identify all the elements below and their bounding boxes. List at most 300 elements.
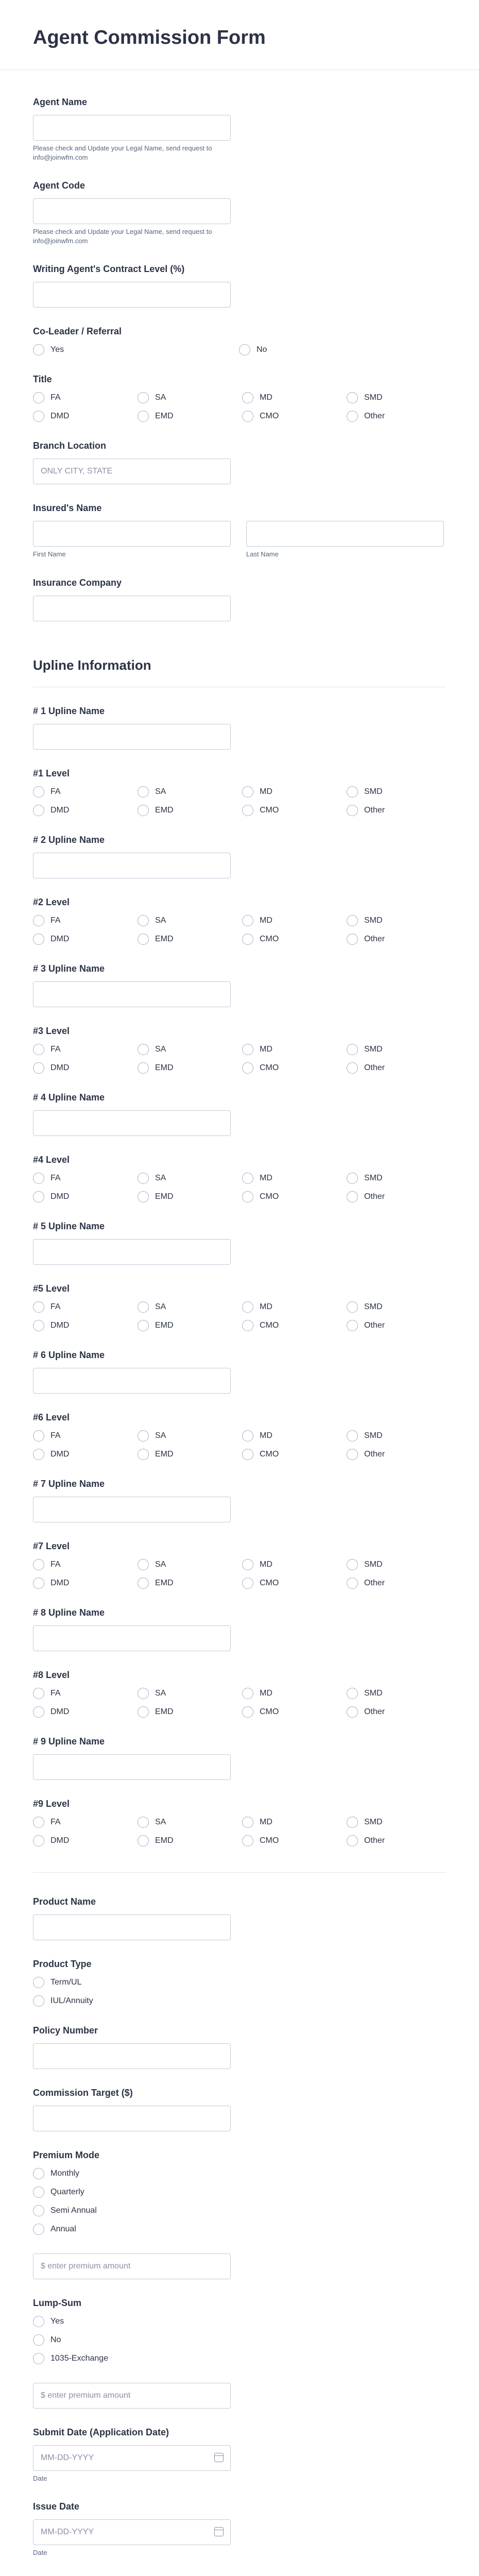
upline-7-level-option-md[interactable]	[242, 1559, 347, 1570]
radio-circle-icon[interactable]	[242, 1062, 253, 1074]
agent-name-input[interactable]	[33, 115, 231, 141]
radio-circle-icon[interactable]	[242, 1706, 253, 1718]
radio-circle-icon[interactable]	[347, 915, 358, 926]
product-type-option-iul-annuity[interactable]	[33, 1995, 446, 2007]
radio-circle-icon[interactable]	[242, 1688, 253, 1699]
option-label: MD	[260, 1044, 272, 1054]
radio-circle-icon[interactable]	[347, 1320, 358, 1331]
title-option-smd[interactable]	[347, 392, 451, 403]
upline-9-level-option-sa[interactable]	[138, 1817, 242, 1828]
radio-circle-icon[interactable]	[138, 934, 149, 945]
title-option-emd[interactable]	[138, 411, 242, 422]
upline-9-level-option-fa[interactable]	[33, 1817, 138, 1828]
radio-circle-icon[interactable]	[138, 411, 149, 422]
upline-list	[33, 687, 446, 1846]
branch-field	[33, 422, 446, 484]
contract-level-label: Writing Agent's Contract Level (%)	[33, 264, 185, 275]
option-label: EMD	[155, 1707, 174, 1716]
lump-sum-option-no[interactable]	[33, 2334, 446, 2346]
radio-circle-icon[interactable]	[138, 1706, 149, 1718]
upline-2-level-option-fa[interactable]	[33, 915, 138, 926]
upline-8-level-option-dmd[interactable]	[33, 1706, 138, 1718]
radio-circle-icon[interactable]	[33, 1995, 44, 2007]
upline-8-level-option-smd[interactable]	[347, 1688, 451, 1699]
radio-circle-icon[interactable]	[138, 1817, 149, 1828]
upline-8-level-option-emd[interactable]	[138, 1706, 242, 1718]
upline-4-level-option-smd[interactable]	[347, 1173, 451, 1184]
option-label: Semi Annual	[50, 2206, 97, 2215]
radio-circle-icon[interactable]	[347, 1449, 358, 1460]
upline-1-level-option-dmd[interactable]	[33, 805, 138, 816]
option-label: DMD	[50, 1449, 70, 1459]
option-label: MD	[260, 1173, 272, 1182]
upline-1-level-option-sa[interactable]	[138, 786, 242, 798]
upline-7-level-option-sa[interactable]	[138, 1559, 242, 1570]
insurance-company-label: Insurance Company	[33, 577, 122, 588]
option-label: Annual	[50, 2224, 76, 2233]
upline-3-level-option-md[interactable]	[242, 1044, 347, 1055]
radio-circle-icon[interactable]	[347, 411, 358, 422]
radio-circle-icon[interactable]	[33, 1817, 44, 1828]
option-label: SA	[155, 1560, 166, 1569]
upline-8-level-option-sa[interactable]	[138, 1688, 242, 1699]
radio-circle-icon[interactable]	[242, 1817, 253, 1828]
upline-3-level-label: #3 Level	[33, 1025, 70, 1036]
title-option-fa[interactable]	[33, 392, 138, 403]
radio-circle-icon[interactable]	[138, 1449, 149, 1460]
upline-9-name-field	[33, 1718, 446, 1780]
radio-circle-icon[interactable]	[33, 2334, 44, 2346]
title-field	[33, 355, 446, 422]
upline-8-level-field	[33, 1651, 446, 1718]
option-label: No	[50, 2335, 61, 2344]
radio-circle-icon[interactable]	[242, 1320, 253, 1331]
upline-4-level-option-sa[interactable]	[138, 1173, 242, 1184]
upline-1-level-option-other[interactable]	[347, 805, 451, 816]
policy-number-field	[33, 2007, 446, 2069]
radio-circle-icon[interactable]	[33, 1706, 44, 1718]
upline-1-level-option-md[interactable]	[242, 786, 347, 798]
radio-circle-icon[interactable]	[138, 1688, 149, 1699]
upline-6-level-option-cmo[interactable]	[242, 1449, 347, 1460]
option-label: SMD	[364, 1173, 383, 1182]
radio-circle-icon[interactable]	[347, 1301, 358, 1313]
radio-circle-icon[interactable]	[33, 915, 44, 926]
upline-9-level-label: #9 Level	[33, 1798, 70, 1809]
option-label: FA	[50, 393, 61, 402]
radio-circle-icon[interactable]	[239, 344, 250, 355]
option-label: DMD	[50, 412, 70, 421]
upline-9-level-option-dmd[interactable]	[33, 1835, 138, 1846]
radio-circle-icon[interactable]	[242, 786, 253, 798]
radio-circle-icon[interactable]	[347, 1835, 358, 1846]
title-option-other[interactable]	[347, 411, 451, 422]
issue-date-input[interactable]	[33, 2519, 231, 2545]
upline-3-level-option-cmo[interactable]	[242, 1062, 347, 1074]
radio-circle-icon[interactable]	[33, 2168, 44, 2179]
radio-circle-icon[interactable]	[33, 1044, 44, 1055]
upline-6-level-option-other[interactable]	[347, 1449, 451, 1460]
radio-circle-icon[interactable]	[33, 1320, 44, 1331]
radio-circle-icon[interactable]	[242, 1173, 253, 1184]
option-label: DMD	[50, 805, 70, 815]
premium-mode-option-quarterly[interactable]	[33, 2187, 446, 2198]
option-label: CMO	[260, 1320, 279, 1330]
upline-4-level-option-fa[interactable]	[33, 1173, 138, 1184]
radio-circle-icon[interactable]	[138, 1301, 149, 1313]
radio-circle-icon[interactable]	[347, 1817, 358, 1828]
insured-name-parts	[33, 521, 446, 559]
co-leader-option-no[interactable]	[239, 344, 445, 355]
upline-8-name-field	[33, 1589, 446, 1651]
lump-amount-input[interactable]	[33, 2383, 231, 2409]
radio-circle-icon[interactable]	[33, 1062, 44, 1074]
radio-circle-icon[interactable]	[33, 2224, 44, 2235]
option-label: MD	[260, 1302, 272, 1311]
option-label: SA	[155, 916, 166, 925]
upline-3-level-option-dmd[interactable]	[33, 1062, 138, 1074]
option-label: DMD	[50, 934, 70, 943]
upline-3-level-option-emd[interactable]	[138, 1062, 242, 1074]
option-label: EMD	[155, 412, 174, 421]
upline-6-level-option-fa[interactable]	[33, 1430, 138, 1442]
option-label: EMD	[155, 1320, 174, 1330]
radio-circle-icon[interactable]	[242, 915, 253, 926]
premium-mode-option-monthly[interactable]	[33, 2168, 446, 2179]
radio-circle-icon[interactable]	[33, 1688, 44, 1699]
upline-9-level-option-other[interactable]	[347, 1835, 451, 1846]
upline-5-level-option-smd[interactable]	[347, 1301, 451, 1313]
lump-sum-option-yes[interactable]	[33, 2316, 446, 2327]
upline-1-name-label: # 1 Upline Name	[33, 705, 105, 716]
upline-8-level-option-md[interactable]	[242, 1688, 347, 1699]
option-label: SMD	[364, 916, 383, 925]
contract-level-input[interactable]	[33, 282, 231, 308]
upline-1-level-field	[33, 750, 446, 816]
product-type-option-term-ul[interactable]	[33, 1977, 446, 1988]
radio-circle-icon[interactable]	[138, 1173, 149, 1184]
option-label: FA	[50, 916, 61, 925]
upline-2-level-option-sa[interactable]	[138, 915, 242, 926]
radio-circle-icon[interactable]	[33, 2187, 44, 2198]
upline-1-level-option-fa[interactable]	[33, 786, 138, 798]
agent-name-field	[33, 78, 446, 162]
calendar-icon[interactable]	[214, 2453, 224, 2462]
insurance-company-input[interactable]	[33, 596, 231, 621]
radio-circle-icon[interactable]	[242, 1835, 253, 1846]
upline-5-name-input[interactable]	[33, 1239, 231, 1265]
upline-7-level-option-cmo[interactable]	[242, 1578, 347, 1589]
upline-7-name-label: # 7 Upline Name	[33, 1478, 105, 1489]
option-label: MD	[260, 916, 272, 925]
upline-1-level-label: #1 Level	[33, 768, 70, 778]
upline-2-level-option-smd[interactable]	[347, 915, 451, 926]
radio-circle-icon[interactable]	[138, 1191, 149, 1202]
option-label: FA	[50, 787, 61, 796]
upline-3-level-option-smd[interactable]	[347, 1044, 451, 1055]
lump-sum-label: Lump-Sum	[33, 2297, 81, 2308]
product-name-field	[33, 1878, 446, 1940]
insured-first-name-input[interactable]	[33, 521, 231, 547]
upline-2-level-option-md[interactable]	[242, 915, 347, 926]
option-label: DMD	[50, 1707, 70, 1716]
issue-date-sublabel: Date	[33, 2549, 47, 2557]
lump-sum-option-1035-exchange[interactable]	[33, 2353, 446, 2364]
option-label: 1035-Exchange	[50, 2353, 109, 2363]
option-label: DMD	[50, 1063, 70, 1072]
upline-4-level-field	[33, 1136, 446, 1202]
form-header	[0, 0, 479, 70]
radio-circle-icon[interactable]	[242, 1578, 253, 1589]
upline-4-level-option-cmo[interactable]	[242, 1191, 347, 1202]
co-leader-option-yes[interactable]	[33, 344, 239, 355]
option-label: Quarterly	[50, 2187, 84, 2196]
upline-6-level-option-dmd[interactable]	[33, 1449, 138, 1460]
policy-number-input[interactable]	[33, 2043, 231, 2069]
radio-circle-icon[interactable]	[33, 411, 44, 422]
upline-4-name-input[interactable]	[33, 1110, 231, 1136]
upline-1-level-option-cmo[interactable]	[242, 805, 347, 816]
premium-amount-input[interactable]	[33, 2253, 231, 2279]
radio-circle-icon[interactable]	[347, 786, 358, 798]
radio-circle-icon[interactable]	[242, 934, 253, 945]
upline-6-level-option-md[interactable]	[242, 1430, 347, 1442]
upline-8-level-option-fa[interactable]	[33, 1688, 138, 1699]
upline-3-level-option-fa[interactable]	[33, 1044, 138, 1055]
radio-circle-icon[interactable]	[242, 392, 253, 403]
option-label: MD	[260, 1431, 272, 1440]
option-label: FA	[50, 1044, 61, 1054]
upline-9-level-field	[33, 1780, 446, 1846]
radio-circle-icon[interactable]	[242, 1301, 253, 1313]
premium-mode-option-annual[interactable]	[33, 2224, 446, 2235]
insured-first-name-part	[33, 521, 231, 559]
upline-2-level-option-emd[interactable]	[138, 934, 242, 945]
upline-7-level-option-fa[interactable]	[33, 1559, 138, 1570]
option-label: Other	[364, 412, 385, 421]
radio-circle-icon[interactable]	[347, 1559, 358, 1570]
premium-mode-options	[33, 2168, 446, 2235]
radio-circle-icon[interactable]	[242, 411, 253, 422]
premium-mode-option-semi-annual[interactable]	[33, 2205, 446, 2216]
radio-circle-icon[interactable]	[347, 805, 358, 816]
upline-1-name-input[interactable]	[33, 724, 231, 750]
upline-6-level-option-emd[interactable]	[138, 1449, 242, 1460]
option-label: Other	[364, 934, 385, 943]
radio-circle-icon[interactable]	[242, 1430, 253, 1442]
upline-5-level-option-other[interactable]	[347, 1320, 451, 1331]
upline-4-level-option-md[interactable]	[242, 1173, 347, 1184]
upline-8-level-option-other[interactable]	[347, 1706, 451, 1718]
radio-circle-icon[interactable]	[138, 786, 149, 798]
option-label: MD	[260, 1688, 272, 1698]
upline-9-name-input[interactable]	[33, 1754, 231, 1780]
radio-circle-icon[interactable]	[242, 1559, 253, 1570]
option-label: SA	[155, 1044, 166, 1054]
radio-circle-icon[interactable]	[242, 805, 253, 816]
option-label: Term/UL	[50, 1977, 82, 1987]
option-label: FA	[50, 1173, 61, 1182]
product-name-input[interactable]	[33, 1914, 231, 1940]
radio-circle-icon[interactable]	[33, 2205, 44, 2216]
radio-circle-icon[interactable]	[347, 1578, 358, 1589]
radio-circle-icon[interactable]	[347, 1062, 358, 1074]
radio-circle-icon[interactable]	[33, 1835, 44, 1846]
option-label: MD	[260, 787, 272, 796]
radio-circle-icon[interactable]	[33, 392, 44, 403]
radio-circle-icon[interactable]	[138, 915, 149, 926]
agent-code-input[interactable]	[33, 198, 231, 224]
option-label: EMD	[155, 805, 174, 815]
title-option-md[interactable]	[242, 392, 347, 403]
commission-target-input[interactable]	[33, 2106, 231, 2131]
option-label: CMO	[260, 1707, 279, 1716]
upline-3-name-input[interactable]	[33, 981, 231, 1007]
commission-target-label: Commission Target ($)	[33, 2087, 133, 2098]
option-label: EMD	[155, 1578, 174, 1587]
upline-4-name-label: # 4 Upline Name	[33, 1092, 105, 1103]
upline-4-level-option-dmd[interactable]	[33, 1191, 138, 1202]
option-label: SMD	[364, 1431, 383, 1440]
radio-circle-icon[interactable]	[33, 2316, 44, 2327]
radio-circle-icon[interactable]	[138, 392, 149, 403]
radio-circle-icon[interactable]	[138, 805, 149, 816]
option-label: EMD	[155, 1836, 174, 1845]
upline-3-level-option-sa[interactable]	[138, 1044, 242, 1055]
radio-circle-icon[interactable]	[347, 1430, 358, 1442]
radio-circle-icon[interactable]	[33, 1191, 44, 1202]
radio-circle-icon[interactable]	[33, 1559, 44, 1570]
upline-2-name-input[interactable]	[33, 853, 231, 878]
upline-8-level-option-cmo[interactable]	[242, 1706, 347, 1718]
upline-8-name-input[interactable]	[33, 1625, 231, 1651]
insured-name-field	[33, 484, 446, 559]
radio-circle-icon[interactable]	[33, 1977, 44, 1988]
upline-5-level-label: #5 Level	[33, 1283, 70, 1294]
branch-input[interactable]	[33, 459, 231, 484]
issue-date-field	[33, 2483, 446, 2557]
upline-9-level-option-cmo[interactable]	[242, 1835, 347, 1846]
title-option-cmo[interactable]	[242, 411, 347, 422]
upline-5-level-option-sa[interactable]	[138, 1301, 242, 1313]
calendar-icon[interactable]	[214, 2527, 224, 2536]
radio-circle-icon[interactable]	[347, 392, 358, 403]
upline-7-name-input[interactable]	[33, 1497, 231, 1522]
radio-circle-icon[interactable]	[138, 1062, 149, 1074]
product-type-options	[33, 1977, 446, 2007]
option-label: Other	[364, 1320, 385, 1330]
radio-circle-icon[interactable]	[138, 1430, 149, 1442]
upline-section-title: Upline Information	[33, 657, 151, 673]
upline-2-level-option-dmd[interactable]	[33, 934, 138, 945]
upline-4-level-options	[33, 1173, 446, 1202]
upline-7-level-option-emd[interactable]	[138, 1578, 242, 1589]
option-label: FA	[50, 1560, 61, 1569]
upline-6-level-field	[33, 1394, 446, 1460]
radio-circle-icon[interactable]	[242, 1449, 253, 1460]
option-label: Other	[364, 1063, 385, 1072]
option-label: Other	[364, 805, 385, 815]
title-options	[33, 392, 446, 422]
product-type-label: Product Type	[33, 1958, 92, 1969]
submit-date-input[interactable]	[33, 2445, 231, 2471]
radio-circle-icon[interactable]	[138, 1044, 149, 1055]
contract-level-field	[33, 245, 446, 308]
upline-5-level-option-cmo[interactable]	[242, 1320, 347, 1331]
radio-circle-icon[interactable]	[138, 1559, 149, 1570]
upline-6-level-option-smd[interactable]	[347, 1430, 451, 1442]
radio-circle-icon[interactable]	[33, 1449, 44, 1460]
upline-9-level-option-smd[interactable]	[347, 1817, 451, 1828]
upline-7-level-option-dmd[interactable]	[33, 1578, 138, 1589]
option-label: Yes	[50, 2316, 64, 2326]
option-label: SMD	[364, 393, 383, 402]
radio-circle-icon[interactable]	[138, 1578, 149, 1589]
radio-circle-icon[interactable]	[347, 1706, 358, 1718]
upline-2-level-option-other[interactable]	[347, 934, 451, 945]
radio-circle-icon[interactable]	[33, 1173, 44, 1184]
radio-circle-icon[interactable]	[347, 1044, 358, 1055]
insured-last-name-input[interactable]	[246, 521, 444, 547]
upline-7-level-option-other[interactable]	[347, 1578, 451, 1589]
product-name-label: Product Name	[33, 1896, 96, 1907]
upline-6-name-input[interactable]	[33, 1368, 231, 1394]
radio-circle-icon[interactable]	[33, 1578, 44, 1589]
radio-circle-icon[interactable]	[33, 2353, 44, 2364]
upline-4-level-option-emd[interactable]	[138, 1191, 242, 1202]
option-label: SA	[155, 1431, 166, 1440]
upline-4-level-option-other[interactable]	[347, 1191, 451, 1202]
upline-3-level-option-other[interactable]	[347, 1062, 451, 1074]
upline-5-level-option-emd[interactable]	[138, 1320, 242, 1331]
upline-6-level-option-sa[interactable]	[138, 1430, 242, 1442]
radio-circle-icon[interactable]	[33, 1301, 44, 1313]
radio-circle-icon[interactable]	[138, 1835, 149, 1846]
radio-circle-icon[interactable]	[33, 805, 44, 816]
upline-7-level-label: #7 Level	[33, 1540, 70, 1551]
radio-circle-icon[interactable]	[33, 934, 44, 945]
radio-circle-icon[interactable]	[33, 786, 44, 798]
radio-circle-icon[interactable]	[33, 344, 44, 355]
upline-9-level-option-md[interactable]	[242, 1817, 347, 1828]
upline-5-level-option-fa[interactable]	[33, 1301, 138, 1313]
upline-1-level-option-smd[interactable]	[347, 786, 451, 798]
upline-4-name-field	[33, 1074, 446, 1136]
radio-circle-icon[interactable]	[347, 934, 358, 945]
upline-5-level-option-dmd[interactable]	[33, 1320, 138, 1331]
insured-last-name-part	[246, 521, 444, 559]
radio-circle-icon[interactable]	[347, 1688, 358, 1699]
radio-circle-icon[interactable]	[33, 1430, 44, 1442]
radio-circle-icon[interactable]	[138, 1320, 149, 1331]
radio-circle-icon[interactable]	[347, 1191, 358, 1202]
issue-date-wrap	[33, 2519, 231, 2545]
upline-2-level-option-cmo[interactable]	[242, 934, 347, 945]
option-label: CMO	[260, 1578, 279, 1587]
radio-circle-icon[interactable]	[347, 1173, 358, 1184]
upline-2-level-field	[33, 878, 446, 945]
upline-1-level-option-emd[interactable]	[138, 805, 242, 816]
title-option-sa[interactable]	[138, 392, 242, 403]
upline-5-level-option-md[interactable]	[242, 1301, 347, 1313]
upline-7-level-option-smd[interactable]	[347, 1559, 451, 1570]
upline-9-level-option-emd[interactable]	[138, 1835, 242, 1846]
radio-circle-icon[interactable]	[242, 1191, 253, 1202]
agent-code-label: Agent Code	[33, 180, 85, 191]
radio-circle-icon[interactable]	[242, 1044, 253, 1055]
option-label: SA	[155, 393, 166, 402]
title-option-dmd[interactable]	[33, 411, 138, 422]
